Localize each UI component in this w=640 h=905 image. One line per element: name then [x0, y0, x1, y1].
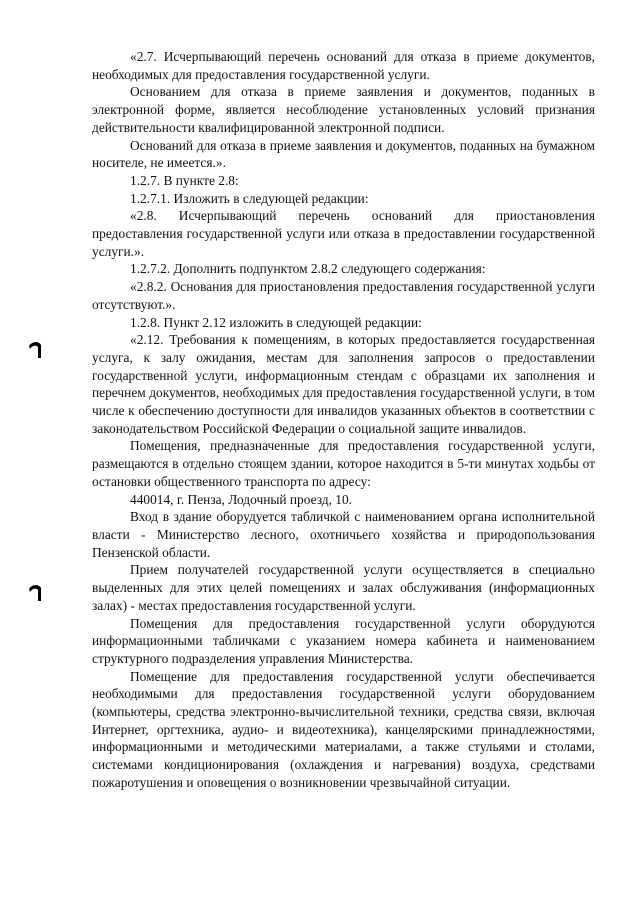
binder-hole-mark-icon [27, 583, 43, 603]
paragraph-1-2-7: 1.2.7. В пункте 2.8: [130, 172, 239, 188]
paragraph-premises-location: Помещения, предназначенные для предоставления государственной услуги, размещаются в отдельно стоящем здании, которое находится в 5-ти минутах ходьбы от остановки общественного транспорта по адресу: [92, 438, 595, 489]
paragraph-equipment: Помещение для предоставления государственной услуги обеспечивается необходимыми для предоставления государственной услуги оборудованием (компьютеры, средства электронно-вычислительной техники, средства связи, включая Интернет, оргтехника, аудио- и видеотехника), канцелярскими принадлежностями, информационными и методическими материалами, а также стульями и столами, системами кондиционирования (охлаждения и нагревания) воздуха, средствами пожаротушения и оповещения о возникновении чрезвычайной ситуации. [92, 668, 595, 790]
paragraph-paper-refusal: Оснований для отказа в приеме заявления и документов, поданных на бумажном носителе, не имеется.». [92, 137, 595, 171]
document-body [92, 48, 595, 792]
paragraph-electronic-refusal: Основанием для отказа в приеме заявления и документов, поданных в электронной форме, является несоблюдение установленных условий признания действительности квалифицированной электронной подписи. [92, 84, 595, 135]
paragraph-entrance-sign: Вход в здание оборудуется табличкой с наименованием органа исполнительной власти - Министерство лесного, охотничьего хозяйства и природопользования Пензенской области. [92, 509, 595, 560]
paragraph-1-2-7-1: 1.2.7.1. Изложить в следующей редакции: [130, 190, 369, 206]
paragraph-2-12: «2.12. Требования к помещениям, в которых предоставляется государственная услуга, к залу ожидания, местам для заполнения запросов о предоставлении государственной услуги, информационным стендам с образцами их заполнения и перечнем документов, необходимых для предоставления государственной услуги, в том числе к обеспечению доступности для инвалидов указанных объектов в соответствии с законодательством Российской Федерации о социальной защите инвалидов. [92, 332, 595, 436]
paragraph-1-2-8: 1.2.8. Пункт 2.12 изложить в следующей редакции: [130, 314, 422, 330]
paragraph-2-8: «2.8. Исчерпывающий перечень оснований для приостановления предоставления государственной услуги или отказа в предоставлении государственной услуги.». [92, 208, 595, 259]
paragraph-2-7-heading: «2.7. Исчерпывающий перечень оснований для отказа в приеме документов, необходимых для предоставления государственной услуги. [92, 49, 595, 82]
paragraph-1-2-7-2: 1.2.7.2. Дополнить подпунктом 2.8.2 следующего содержания: [130, 261, 486, 277]
paragraph-reception: Прием получателей государственной услуги осуществляется в специально выделенных для этих целей помещениях и залах обслуживания (информационных залах) - местах предоставления государственной услуги. [92, 562, 595, 613]
binder-hole-mark-icon [27, 340, 43, 360]
paragraph-address: 440014, г. Пенза, Лодочный проезд, 10. [130, 491, 353, 507]
paragraph-2-8-2: «2.8.2. Основания для приостановления предоставления государственной услуги отсутствуют.». [92, 279, 595, 312]
paragraph-info-plates: Помещения для предоставления государственной услуги оборудуются информационными табличками с указанием номера кабинета и наименованием структурного подразделения управления Министерства. [92, 615, 595, 666]
